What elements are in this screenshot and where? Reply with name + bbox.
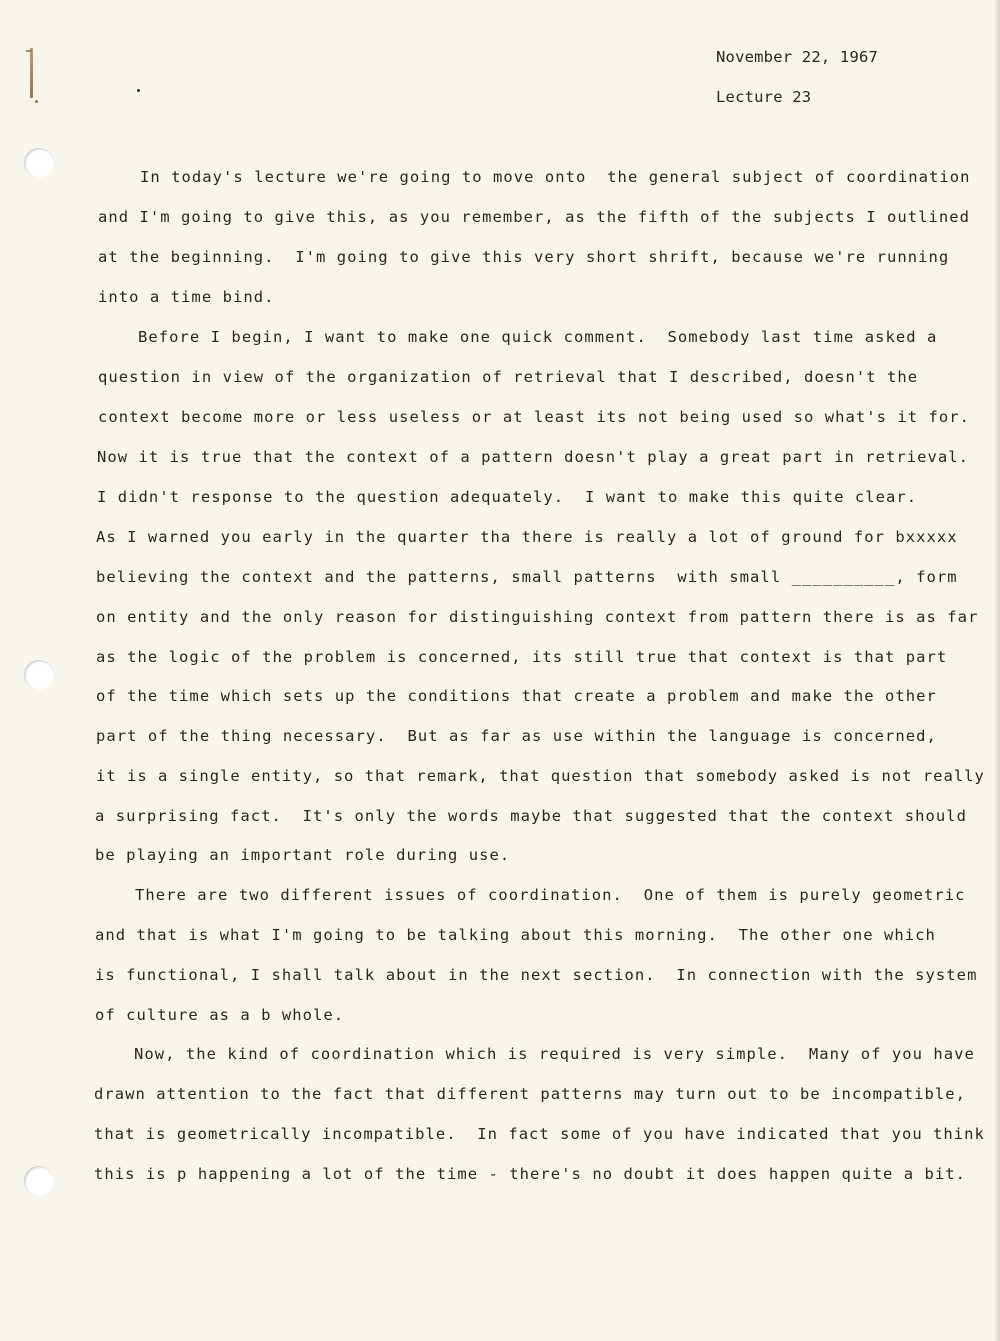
punch-hole-middle	[24, 660, 54, 690]
body-line: as the logic of the problem is concerned, its still true that context is that part	[96, 648, 948, 666]
body-line: into a time bind.	[98, 288, 275, 306]
body-line: and I'm going to give this, as you remember, as the fifth of the subjects I outlined	[98, 208, 971, 226]
punch-hole-bottom	[24, 1166, 54, 1196]
document-date: November 22, 1967	[716, 48, 879, 66]
body-line: believing the context and the patterns, small patterns with small __________, form	[96, 568, 958, 586]
punch-hole-top	[24, 148, 54, 178]
body-line: As I warned you early in the quarter tha there is really a lot of ground for bxxxxx	[96, 528, 958, 546]
body-line: There are two different issues of coordination. One of them is purely geometric	[135, 886, 966, 904]
body-line: that is geometrically incompatible. In fact some of you have indicated that you think	[94, 1125, 985, 1143]
body-line: drawn attention to the fact that different patterns may turn out to be incompatible,	[94, 1085, 967, 1103]
body-line: and that is what I'm going to be talking about this morning. The other one which	[95, 926, 936, 944]
body-line: of culture as a b whole.	[95, 1006, 345, 1024]
page-edge-shadow	[994, 0, 1000, 1341]
binder-mark-tick	[26, 50, 32, 52]
body-line: Now, the kind of coordination which is required is very simple. Many of you have	[134, 1045, 975, 1063]
lecture-number: Lecture 23	[716, 88, 812, 106]
binder-mark	[30, 48, 33, 98]
body-line: I didn't response to the question adequately. I want to make this quite clear.	[97, 488, 918, 506]
body-line: is functional, I shall talk about in the next section. In connection with the system	[95, 966, 978, 984]
ink-speck	[137, 89, 140, 92]
body-line: part of the thing necessary. But as far as use within the language is concerned,	[96, 727, 937, 745]
body-line: Now it is true that the context of a pattern doesn't play a great part in retrieval.	[97, 448, 970, 466]
body-line: it is a single entity, so that remark, that question that somebody asked is not really	[96, 767, 985, 785]
body-line: Before I begin, I want to make one quick comment. Somebody last time asked a	[138, 328, 938, 346]
body-line: a surprising fact. It's only the words maybe that suggested that the context should	[95, 807, 968, 825]
body-line: at the beginning. I'm going to give this very short shrift, because we're running	[98, 248, 950, 266]
body-line: In today's lecture we're going to move onto the general subject of coordination	[140, 168, 971, 186]
body-line: question in view of the organization of retrieval that I described, doesn't the	[98, 368, 919, 386]
ink-speck	[35, 100, 38, 103]
body-line: be playing an important role during use.	[95, 846, 511, 864]
body-line: this is p happening a lot of the time - there's no doubt it does happen quite a bit.	[94, 1165, 967, 1183]
body-line: context become more or less useless or at least its not being used so what's it for.	[98, 408, 971, 426]
body-line: of the time which sets up the conditions that create a problem and make the other	[96, 687, 937, 705]
body-line: on entity and the only reason for distinguishing context from pattern there is as far	[96, 608, 979, 626]
